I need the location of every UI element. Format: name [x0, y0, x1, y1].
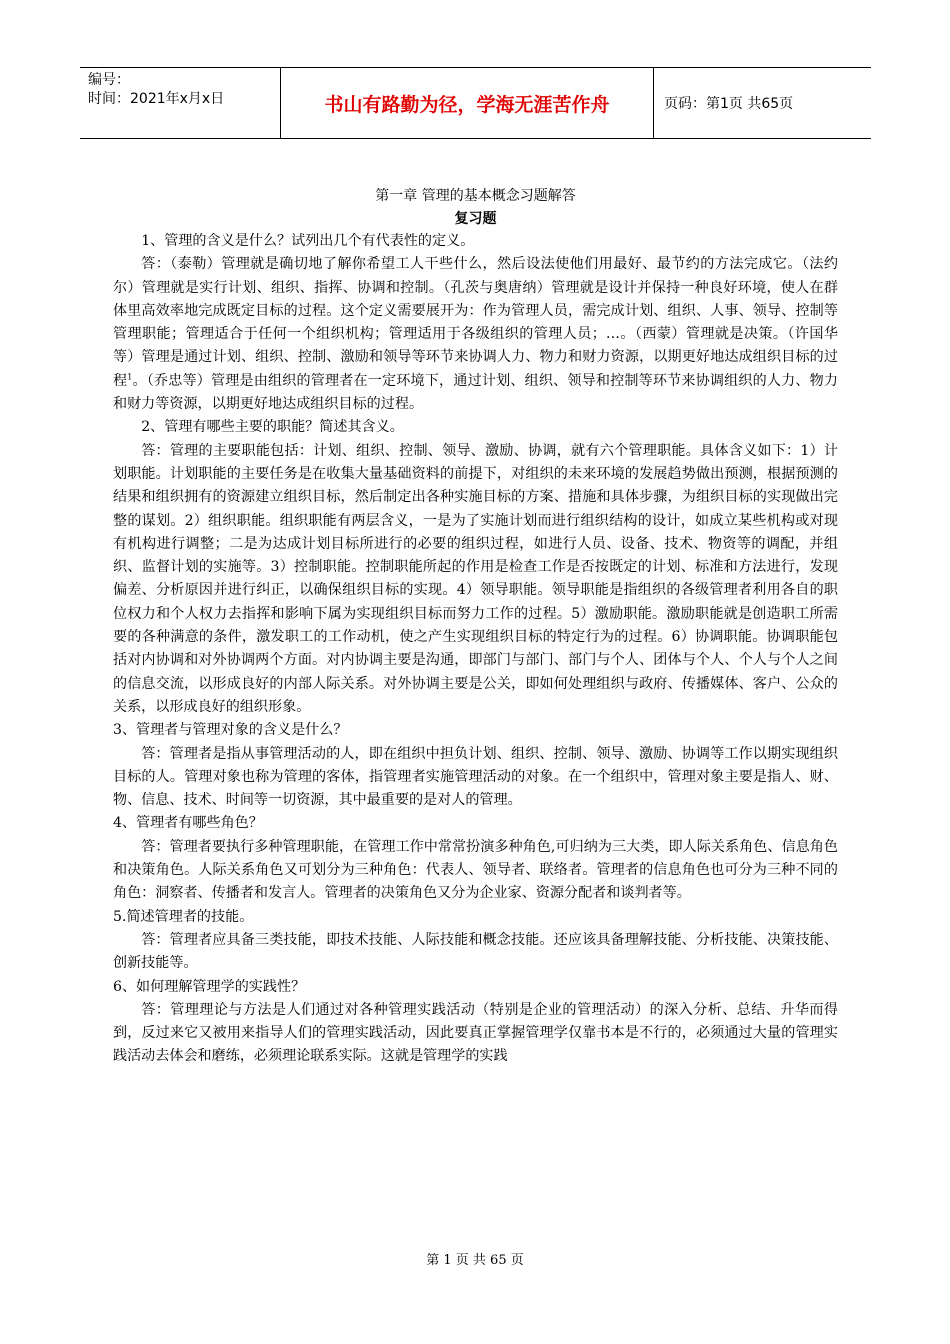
paragraph-a3: 答：管理者是指从事管理活动的人，即在组织中担负计划、组织、控制、领导、激励、协调等工作以期实现组织目标的人。管理对象也称为管理的客体，指管理者实施管理活动的对象。在一个组织中，管理对象主要是指人、财、物、信息、技术、时间等一切资源，其中最重要的是对人的管理。 — [113, 745, 838, 809]
number-label: 编号： — [88, 72, 130, 88]
paragraph-a5: 答：管理者应具备三类技能，即技术技能、人际技能和概念技能。还应该具备理解技能、分析技能、决策技能、创新技能等。 — [113, 931, 838, 972]
paragraph-a4: 答：管理者要执行多种管理职能，在管理工作中常常扮演多种角色,可归纳为三大类，即人际关系角色、信息角色和决策角色。人际关系角色又可划分为三种角色：代表人、领导者、联络者。管理者的信息角色也可分为三种不同的角色：洞察者、传播者和发言人。管理者的决策角色又分为企业家、资源分配者和谈判者等。 — [113, 838, 838, 902]
paragraph-a1-text: 答：（泰勒）管理就是确切地了解你希望工人干些什么，然后设法使他们用最好、最节约的方法完成它。（法约尔）管理就是实行计划、组织、指挥、协调和控制。（孔茨与奥唐纳）管理就是设计并保持一种良好环境，使人在群体里高效率地完成既定目标的过程。这个定义需要展开为：作为管理人员，需完成计划、组织、人事、领导、控制等管理职能；管理适合于任何一个组织机构；管理适用于各级组织的管理人员；…。（西蒙）管理就是决策。（许国华等）管理是通过计划、组织、控制、激励和领导等环节来协调人力、物力和财力资源，以期更好地达成组织目标的过程 — [113, 256, 838, 389]
paragraph-q5: 5.简述管理者的技能。 — [113, 908, 254, 925]
header-table — [80, 67, 871, 139]
paragraph-q3: 3、管理者与管理对象的含义是什么？ — [113, 722, 348, 739]
paragraph-a1-tail: 。（乔忠等）管理是由组织的管理者在一定环境下，通过计划、组织、领导和控制等环节来协调组织的人力、物力和财力等资源，以期更好地达成组织目标的过程。 — [113, 372, 839, 413]
header-left-cell — [80, 68, 281, 138]
paragraph-a6: 答：管理理论与方法是人们通过对各种管理实践活动（特别是企业的管理活动）的深入分析、总结、升华而得到，反过来它又被用来指导人们的管理实践活动，因此要真正掌握管理学仅靠书本是不行的，必须通过大量的管理实践活动去体会和磨练，必须理论联系实际。这就是管理学的实践 — [113, 1001, 838, 1065]
footnote-marker: 1 — [127, 372, 133, 382]
page-footer: 第 1 页 共 65 页 — [426, 1253, 524, 1268]
section-subtitle: 复习题 — [454, 211, 497, 227]
paragraph-q6: 6、如何理解管理学的实践性？ — [113, 978, 306, 995]
paragraph-q1: 1、管理的含义是什么？试列出几个有代表性的定义。 — [141, 233, 475, 249]
header-page-info: 页码：第1页 共65页 — [664, 96, 794, 112]
header-motto: 书山有路勤为径，学海无涯苦作舟 — [281, 68, 654, 138]
paragraph-q4: 4、管理者有哪些角色？ — [113, 815, 263, 832]
paragraph-a1 — [113, 253, 838, 416]
document-body — [113, 186, 838, 1069]
paragraph-a2: 答：管理的主要职能包括：计划、组织、控制、领导、激励、协调，就有六个管理职能。具体含义如下：1）计划职能。计划职能的主要任务是在收集大量基础资料的前提下，对组织的未来环境的发展趋势做出预测，根据预测的结果和组织拥有的资源建立组织目标，然后制定出各种实施目标的方案、措施和具体步骤，为组织目标的实现做出完整的谋划。2）组织职能。组织职能有两层含义，一是为了实施计划而进行组织结构的设计，如成立某些机构或对现有机构进行调整；二是为达成计划目标所进行的必要的组织过程，如进行人员、设备、技术、物资等的调配，并组织、监督计划的实施等。3）控制职能。控制职能所起的作用是检查工作是否按既定的计划、标准和方法进行，发现偏差、分析原因并进行纠正，以确保组织目标的实现。4）领导职能。领导职能是指组织的各级管理者利用各自的职位权力和个人权力去指挥和影响下属为实现组织目标而努力工作的过程。5）激励职能。激励职能就是创造职工所需要的各种满意的条件，激发职工的工作动机，使之产生实现组织目标的特定行为的过程。6）协调职能。协调职能包括对内协调和对外协调两个方面。对内协调主要是沟通，即部门与部门、部门与个人、团体与个人、个人与个人之间的信息交流，以形成良好的内部人际关系。对外协调主要是公关，即如何处理组织与政府、传播媒体、客户、公众的关系，以形成良好的组织形象。 — [113, 442, 838, 715]
paragraph-q2: 2、管理有哪些主要的职能？简述其含义。 — [141, 419, 404, 436]
chapter-title: 第一章 管理的基本概念习题解答 — [375, 188, 576, 204]
time-label: 时间：2021年x月x日 — [88, 91, 225, 107]
